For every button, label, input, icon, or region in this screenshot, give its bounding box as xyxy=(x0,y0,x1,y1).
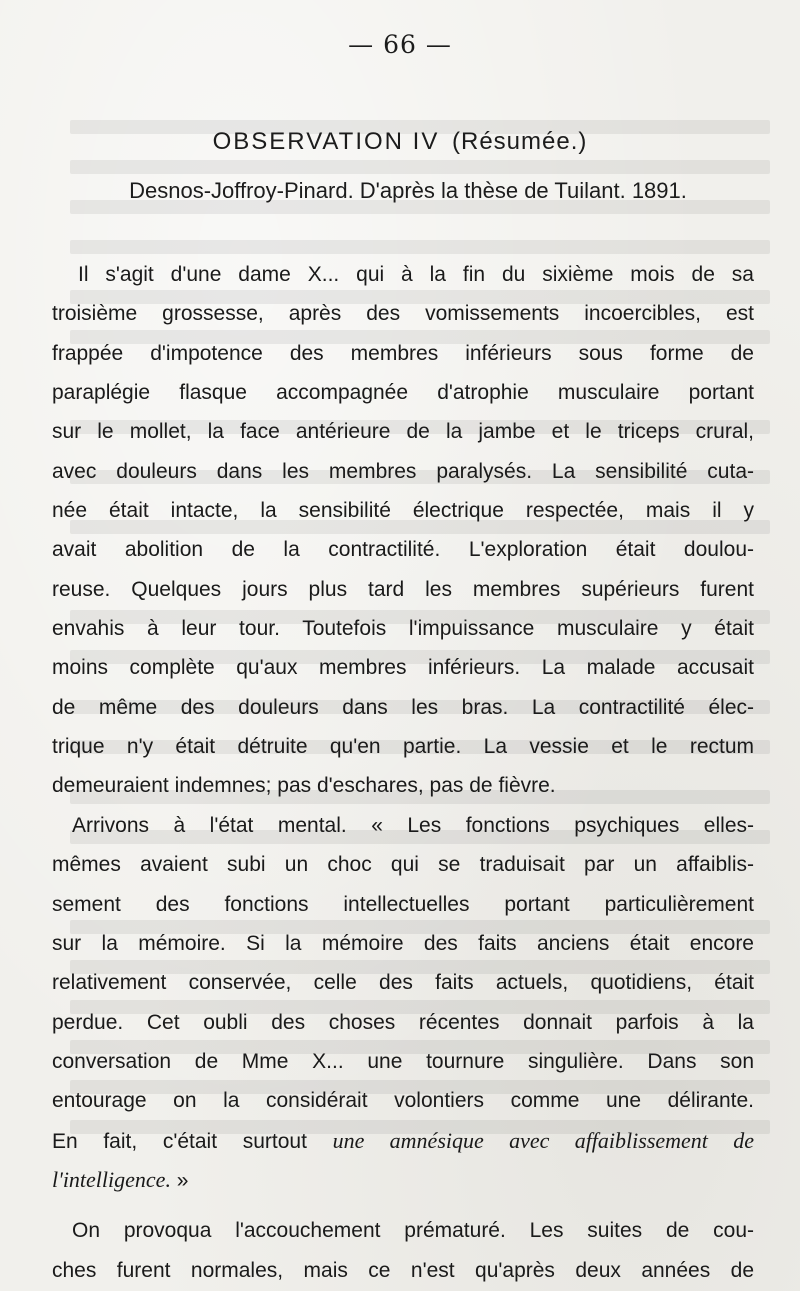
text-line: conversation de Mme X... une tournure singulière. Dans son xyxy=(52,1049,754,1073)
observation-title-main: OBSERVATION IV xyxy=(212,128,440,155)
text-line: de même des douleurs dans les bras. La contractilité élec- xyxy=(52,695,754,719)
text-line: mêmes avaient subi un choc qui se traduisait par un affaiblis- xyxy=(52,853,754,877)
page-number: — 66 — xyxy=(348,30,452,59)
observation-source: Desnos-Joffroy-Pinard. D'après la thèse de Tuilant. 1891. xyxy=(129,178,687,203)
paragraph-gap xyxy=(52,1199,754,1211)
text-line: sement des fonctions intellectuelles portant particulièrement xyxy=(52,892,754,916)
text-line xyxy=(52,1160,754,1199)
text-line: relativement conservée, celle des faits actuels, quotidiens, était xyxy=(52,971,754,995)
text-line: On provoqua l'accouchement prématuré. Les suites de cou- xyxy=(72,1219,754,1243)
paragraph-3 xyxy=(52,1211,754,1290)
text-plain: » xyxy=(170,1168,189,1192)
text-plain: En fait, c'était surtout xyxy=(52,1129,333,1153)
text-line: perdue. Cet oubli des choses récentes donnait parfois à la xyxy=(52,1010,754,1034)
text-line: frappée d'impotence des membres inférieurs sous forme de xyxy=(52,341,754,365)
text-line: paraplégie flasque accompagnée d'atrophie musculaire portant xyxy=(52,381,754,405)
text-line: trique n'y était détruite qu'en partie. La vessie et le rectum xyxy=(52,735,754,759)
text-line xyxy=(52,1121,754,1160)
text-line: ches furent normales, mais ce n'est qu'après deux années de xyxy=(52,1258,754,1282)
paragraph-2 xyxy=(52,806,754,1199)
observation-title xyxy=(0,128,800,156)
text-line: troisième grossesse, après des vomissements incoercibles, est xyxy=(52,302,754,326)
text-line: reuse. Quelques jours plus tard les membres supérieurs furent xyxy=(52,577,754,601)
text-italic: l'intelligence. xyxy=(52,1166,171,1192)
text-line: Il s'agit d'une dame X... qui à la fin du sixième mois de sa xyxy=(78,263,754,286)
text-line: avec douleurs dans les membres paralysés. La sensibilité cuta- xyxy=(52,459,754,483)
text-line: sur la mémoire. Si la mémoire des faits anciens était encore xyxy=(52,931,754,955)
text-line: entourage on la considérait volontiers comme une délirante. xyxy=(52,1089,754,1113)
text-line: demeuraient indemnes; pas d'eschares, pas de fièvre. xyxy=(52,774,556,798)
text-italic: une amnésique avec affaiblissement de xyxy=(332,1127,754,1153)
text-line: sur le mollet, la face antérieure de la jambe et le triceps crural, xyxy=(52,420,754,444)
text-line: moins complète qu'aux membres inférieurs. La malade accusait xyxy=(52,656,754,680)
text-line: avait abolition de la contractilité. L'exploration était doulou- xyxy=(52,538,754,562)
text-line: envahis à leur tour. Toutefois l'impuissance musculaire y était xyxy=(52,617,754,641)
paragraph-1 xyxy=(52,255,754,806)
observation-title-sub: (Résumée.) xyxy=(452,128,588,155)
text-line: Arrivons à l'état mental. « Les fonctions psychiques elles- xyxy=(72,813,754,837)
text-line: née était intacte, la sensibilité électrique respectée, mais il y xyxy=(52,499,754,523)
body-text xyxy=(52,255,754,1290)
